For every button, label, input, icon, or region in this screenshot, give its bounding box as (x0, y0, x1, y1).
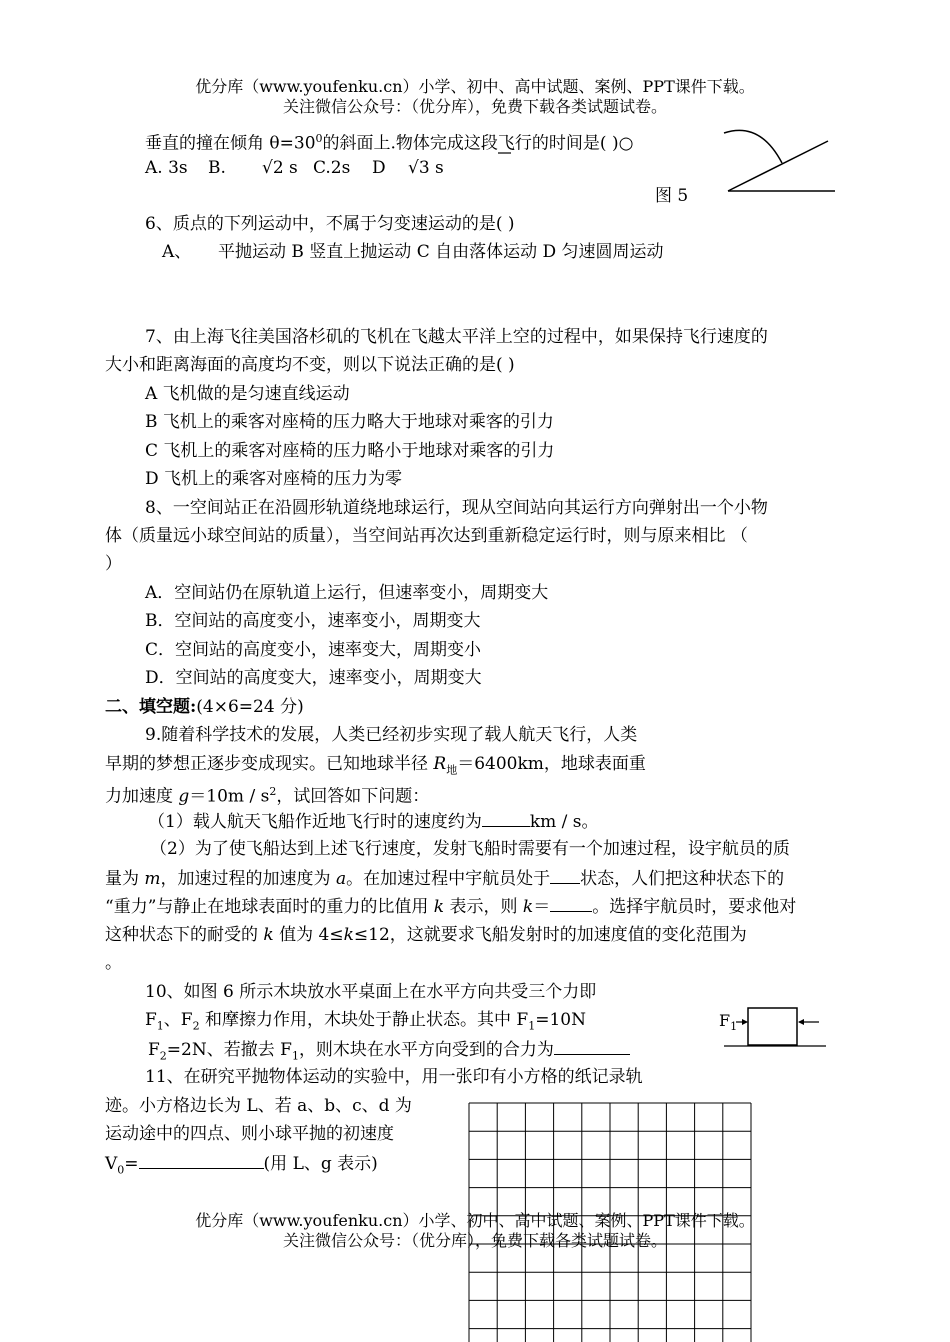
q10-line1: 10、如图 6 所示木块放水平桌面上在水平方向共受三个力即 (145, 982, 597, 1002)
figure6-f1-sub: 1 (730, 1020, 738, 1034)
q8-stem-line2: 体（质量远小球空间站的质量），当空间站再次达到重新稳定运行时，则与原来相比 （ (105, 526, 748, 546)
q5-stem-text-a: 垂直的撞在倾角 θ=30 (145, 133, 316, 154)
q9-part2-text-a: 量为 (105, 869, 145, 889)
q10-f-a: F (145, 1010, 157, 1030)
q8-stem-line1: 8、一空间站正在沿圆形轨道绕地球运行，现从空间站向其运行方向弹射出一个小物 (145, 498, 768, 518)
page-footer-line2: 关注微信公众号：（优分库），免费下载各类试题试卷。 (282, 1231, 667, 1250)
q7-stem-line2: 大小和距离海面的高度均不变，则以下说法正确的是( ) (105, 355, 515, 375)
q9-line3-text-c: ，试回答如下问题： (276, 786, 430, 807)
q11-equals: = (124, 1154, 139, 1174)
q10-answer-blank[interactable] (554, 1038, 630, 1055)
q9-part1-text-b: km / s。 (529, 812, 599, 832)
page-header-line1: 优分库（www.youfenku.cn）小学、初中、高中试题、案例、PPT课件下载。 (195, 77, 755, 96)
section2-score: (4×6=24 分) (196, 697, 304, 717)
q11-line3: 运动途中的四点、则小球平抛的初速度 (105, 1124, 394, 1144)
q9-part2-line1: （2）为了使飞船达到上述飞行速度，发射飞船时需要有一个加速过程，设宇航员的质 (150, 839, 790, 859)
q11-v: V (105, 1154, 118, 1174)
q9-line2 (105, 753, 646, 781)
q6-stem: 6、质点的下列运动中，不属于匀变速运动的是( ) (145, 214, 515, 234)
q10-f2: F (148, 1040, 160, 1060)
q9-var-k: k (433, 897, 445, 917)
q9-part2-text-c: 。在加速过程中宇航员处于 (346, 869, 551, 889)
q9-line3-text-a: 力加速度 (105, 786, 179, 807)
q9-var-k2: k (522, 897, 534, 917)
figure6-block-diagram (722, 1004, 830, 1048)
q9-var-a: a (335, 869, 347, 889)
q10-sub-1: 1 (156, 1019, 164, 1033)
q9-state-answer-blank[interactable] (550, 867, 580, 884)
q9-line3-text-b: ＝10m / s (189, 786, 270, 807)
q5-degree-sup: 0 (315, 132, 323, 145)
q8-option-d: D．空间站的高度变大，速率变小，周期变大 (145, 668, 482, 688)
q10-text-f: ，则木块在水平方向受到的合力为 (298, 1040, 554, 1060)
q5-option-a: A. 3s (145, 158, 188, 178)
q9-var-r: R (433, 754, 447, 774)
q11-line4 (105, 1152, 378, 1181)
q9-var-g: g (178, 786, 190, 807)
q9-part1-answer-blank[interactable] (482, 810, 530, 827)
q9-line2-text-b: ＝6400km，地球表面重 (457, 754, 646, 774)
q10-sub-4: 2 (159, 1049, 167, 1063)
q9-line1: 9.随着科学技术的发展，人类已经初步实现了载人航天飞行，人类 (145, 725, 638, 745)
q7-option-b: B 飞机上的乘客对座椅的压力略大于地球对乘客的引力 (145, 412, 554, 432)
q9-k-answer-blank[interactable] (550, 895, 592, 912)
page-footer-line1: 优分库（www.youfenku.cn）小学、初中、高中试题、案例、PPT课件下载。 (195, 1211, 755, 1230)
q9-var-m: m (144, 869, 161, 889)
q9-part2-text-k: ≤12，这就要求飞船发射时的加速度值的变化范围为 (353, 925, 747, 945)
q8-option-a: A．空间站仍在原轨道上运行，但速率变小，周期变大 (145, 583, 549, 603)
figure6-f1-letter: F (719, 1011, 731, 1030)
q10-line3 (148, 1038, 630, 1067)
q8-option-c: C．空间站的高度变小，速率变大，周期变小 (145, 640, 482, 660)
q9-line3 (105, 781, 429, 808)
section2-title: 二、填空题: (105, 697, 197, 717)
q5-option-b: B. (208, 158, 226, 178)
q10-line2 (145, 1009, 586, 1037)
q10-text-e: =2N、若撤去 F (166, 1040, 292, 1060)
q5-option-c: C.2s (313, 158, 351, 178)
q9-sub-earth: 地 (446, 763, 458, 777)
q9-part2-line3 (105, 895, 796, 918)
page-header-line2: 关注微信公众号：（优分库），免费下载各类试题试卷。 (282, 97, 667, 116)
figure6-f1-arrow-head (742, 1019, 748, 1025)
q11-line2: 迹。小方格边长为 L、若 a、b、c、d 为 (105, 1096, 412, 1116)
q7-stem-line1: 7、由上海飞往美国洛杉矶的飞机在飞越太平洋上空的过程中，如果保持飞行速度的 (145, 327, 768, 347)
q9-part2-text-i: 这种状态下的耐受的 (105, 925, 264, 945)
q10-sub-3: 1 (528, 1019, 536, 1033)
q11-answer-blank[interactable] (139, 1152, 264, 1169)
q9-part1 (148, 810, 599, 833)
radical-bar-mark (495, 148, 515, 158)
q5-option-b-value: √2 s (262, 158, 298, 178)
q8-stem-line3: ） (105, 554, 122, 574)
q9-part2-text-g: ＝ (533, 897, 551, 917)
q5-stem-text-b: 的斜面上.物体完成这段飞行的时间是( )○ (322, 133, 634, 154)
q9-part2-text-e: “重力”与静止在地球表面时的重力的比值用 (105, 897, 434, 917)
q9-var-k3: k (263, 925, 274, 945)
q11-line1: 11、在研究平抛物体运动的实验中，用一张印有小方格的纸记录轨 (145, 1067, 643, 1087)
figure5-incline-diagram (720, 125, 840, 197)
q6-options: 平抛运动 B 竖直上抛运动 C 自由落体运动 D 匀速圆周运动 (218, 242, 664, 262)
figure6-f2-arrow-head (798, 1019, 804, 1025)
q8-option-b: B．空间站的高度变小，速率变小，周期变大 (145, 611, 481, 631)
q9-part2-line5: 。 (105, 953, 122, 973)
q10-sub-5: 1 (291, 1049, 299, 1063)
q10-sub-2: 2 (192, 1019, 200, 1033)
figure5-label: 图 5 (655, 186, 689, 206)
q10-text-b: 、F (163, 1010, 193, 1030)
q9-part2-line4 (105, 924, 747, 946)
q7-option-c: C 飞机上的乘客对座椅的压力略小于地球对乘客的引力 (145, 441, 555, 461)
q9-part2-text-d: 状态，人们把这种状态下的 (580, 869, 785, 889)
q9-part2-text-f: 表示，则 (444, 897, 523, 917)
q11-hint: (用 L、g 表示) (263, 1154, 378, 1174)
q6-options-prefix: A、 (162, 242, 192, 262)
q5-option-d-value: √3 s (408, 158, 444, 178)
q9-part1-text-a: （1）载人航天飞船作近地飞行时的速度约为 (148, 812, 482, 832)
q7-option-d: D 飞机上的乘客对座椅的压力为零 (145, 469, 403, 489)
q9-part2-text-b: ，加速过程的加速度为 (160, 869, 336, 889)
q5-option-d: D (372, 158, 386, 178)
section2-heading (105, 696, 304, 718)
q9-part2-text-j: 值为 4≤ (273, 925, 344, 945)
q5-stem (145, 128, 633, 155)
figure6-block (748, 1008, 797, 1045)
q10-text-d: =10N (535, 1010, 586, 1030)
q11-sub-0: 0 (117, 1163, 125, 1177)
q10-text-c: 和摩擦力作用，木块处于静止状态。其中 F (199, 1010, 529, 1030)
q9-sup-2: 2 (269, 785, 277, 798)
q9-var-k4: k (343, 925, 354, 945)
q9-line2-text-a: 早期的梦想正逐步变成现实。已知地球半径 (105, 754, 434, 774)
figure5-incline-line (728, 141, 828, 191)
q9-part2-text-h: 。选择宇航员时，要求他对 (592, 897, 797, 917)
q9-part2-line2 (105, 867, 784, 890)
figure5-trajectory-curve (724, 130, 782, 163)
q7-option-a: A 飞机做的是匀速直线运动 (145, 384, 350, 404)
